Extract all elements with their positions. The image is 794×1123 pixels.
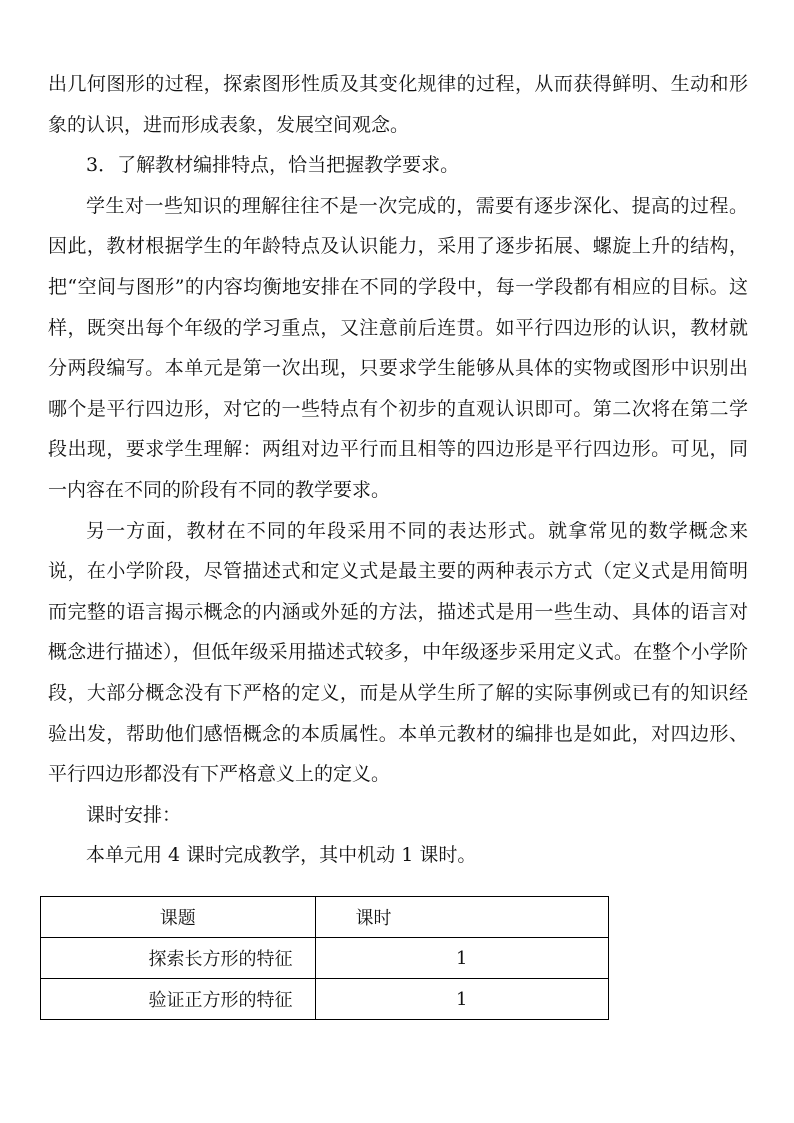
paragraph-expression-forms: 另一方面，教材在不同的年段采用不同的表达形式。就拿常见的数学概念来说，在小学阶段，尽管描述式和定义式是最主要的两种表示方式（定义式是用简明而完整的语言揭示概念的内涵或外延的方法，描述式是用一些生动、具体的语言对概念进行描述），但低年级采用描述式较多，中年级逐步采用定义式。在整个小学阶段，大部分概念没有下严格的定义，而是从学生所了解的实际事例或已有的知识经验出发，帮助他们感悟概念的本质属性。本单元教材的编排也是如此，对四边形、平行四边形都没有下严格意义上的定义。 — [48, 519, 748, 786]
table-cell-hours: 1 — [315, 938, 608, 979]
lesson-schedule-summary: 本单元用 4 课时完成教学，其中机动 1 课时。 — [86, 844, 477, 867]
table-cell-topic: 探索长方形的特征 — [41, 938, 316, 979]
table-header-row — [41, 897, 609, 938]
paragraph-gradual-learning: 学生对一些知识的理解往往不是一次完成的，需要有逐步深化、提高的过程。因此，教材根据学生的年龄特点及认识能力，采用了逐步拓展、螺旋上升的结构，把“空间与图形”的内容均衡地安排在不同的学段中，每一学段都有相应的目标。这样，既突出每个年级的学习重点，又注意前后连贯。如平行四边形的认识，教材就分两段编写。本单元是第一次出现，只要求学生能够从具体的实物或图形中识别出哪个是平行四边形，对它的一些特点有个初步的直观认识即可。第二次将在第二学段出现，要求学生理解：两组对边平行而且相等的四边形是平行四边形。可见，同一内容在不同的阶段有不同的教学要求。 — [48, 194, 748, 501]
table-row — [41, 938, 609, 979]
document-body — [48, 64, 748, 876]
table-cell-hours: 1 — [315, 979, 608, 1020]
lesson-schedule-heading: 课时安排： — [86, 803, 182, 826]
lesson-schedule-table — [40, 896, 609, 1020]
table-header-topic: 课题 — [41, 897, 316, 938]
paragraph-geometry-process: 出几何图形的过程，探索图形性质及其变化规律的过程，从而获得鲜明、生动和形象的认识，进而形成表象，发展空间观念。 — [48, 73, 748, 136]
table-cell-topic: 验证正方形的特征 — [41, 979, 316, 1020]
paragraph-point-3-heading: 3．了解教材编排特点，恰当把握教学要求。 — [86, 154, 460, 177]
table-header-hours: 课时 — [315, 897, 608, 938]
table-row — [41, 979, 609, 1020]
